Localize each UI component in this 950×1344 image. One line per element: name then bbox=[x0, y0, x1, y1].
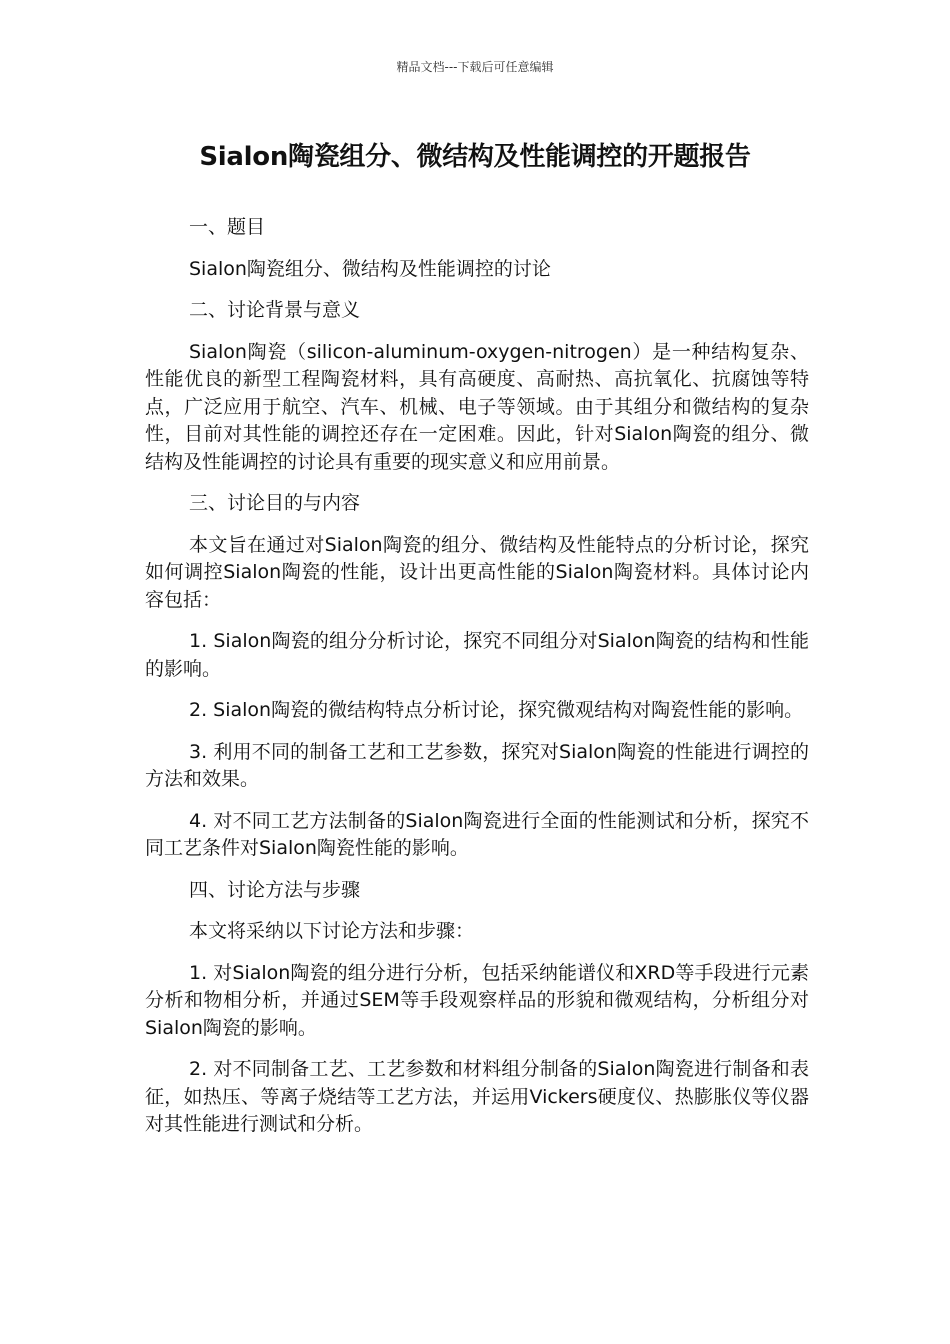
background-paragraph: Sialon陶瓷（silicon-aluminum-oxygen-nitrogen）是一种结构复杂、性能优良的新型工程陶瓷材料，具有高硬度、高耐热、高抗氧化、抗腐蚀等特点，广泛应用于航空、汽车、机械、电子等领域。由于其组分和微结构的复杂性，目前对其性能的调控还存在一定困难。因此，针对Sialon陶瓷的组分、微结构及性能调控的讨论具有重要的现实意义和应用前景。 bbox=[145, 340, 809, 473]
method-item-2: 2. 对不同制备工艺、工艺参数和材料组分制备的Sialon陶瓷进行制备和表征，如热压、等离子烧结等工艺方法，并运用Vickers硬度仪、热膨胀仪等仪器对其性能进行测试和分析。 bbox=[145, 1058, 809, 1135]
method-item-1: 1. 对Sialon陶瓷的组分进行分析，包括采纳能谱仪和XRD等手段进行元素分析和物相分析，并通过SEM等手段观察样品的形貌和微观结构，分析组分对Sialon陶瓷的影响。 bbox=[145, 961, 809, 1039]
section-heading-topic: 一、题目 bbox=[189, 216, 266, 238]
section-heading-objectives: 三、讨论目的与内容 bbox=[189, 492, 361, 514]
document-body bbox=[145, 214, 809, 1153]
objective-item-2: 2. Sialon陶瓷的微结构特点分析讨论，探究微观结构对陶瓷性能的影响。 bbox=[189, 699, 804, 721]
methods-intro: 本文将采纳以下讨论方法和步骤： bbox=[189, 920, 475, 942]
objective-item-3: 3. 利用不同的制备工艺和工艺参数，探究对Sialon陶瓷的性能进行调控的方法和效果。 bbox=[145, 740, 809, 790]
objectives-paragraph: 本文旨在通过对Sialon陶瓷的组分、微结构及性能特点的分析讨论，探究如何调控Sialon陶瓷的性能，设计出更高性能的Sialon陶瓷材料。具体讨论内容包括： bbox=[145, 533, 809, 611]
objective-item-4: 4. 对不同工艺方法制备的Sialon陶瓷进行全面的性能测试和分析，探究不同工艺条件对Sialon陶瓷性能的影响。 bbox=[145, 809, 809, 859]
document-title: Sialon陶瓷组分、微结构及性能调控的开题报告 bbox=[199, 142, 751, 172]
section-heading-methods: 四、讨论方法与步骤 bbox=[189, 878, 361, 901]
page-header: 精品文档---下载后可任意编辑 bbox=[396, 60, 554, 74]
objective-item-1: 1. Sialon陶瓷的组分分析讨论，探究不同组分对Sialon陶瓷的结构和性能的影响。 bbox=[145, 630, 809, 680]
topic-text: Sialon陶瓷组分、微结构及性能调控的讨论 bbox=[189, 257, 551, 280]
section-heading-background: 二、讨论背景与意义 bbox=[189, 299, 361, 321]
